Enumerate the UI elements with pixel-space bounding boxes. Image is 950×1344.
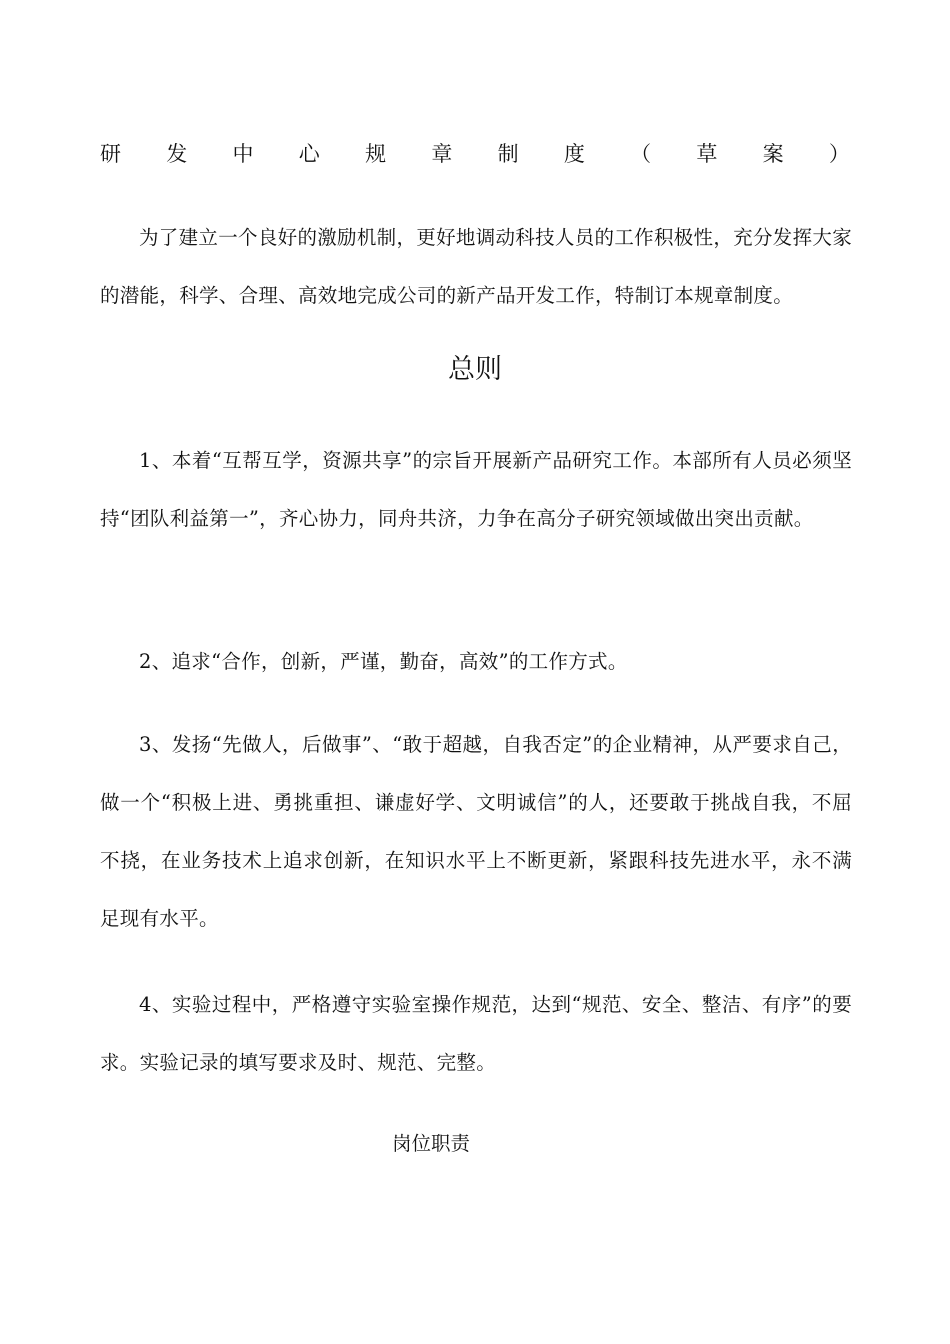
title-char: 研 [100, 142, 121, 166]
rule-item-2: 2、追求“合作，创新，严谨，勤奋，高效”的工作方式。 [139, 650, 628, 673]
rule-item-4: 4、实验过程中，严格遵守实验室操作规范，达到“规范、安全、整洁、有序”的要求。实验记录的填写要求及时、规范、完整。 [100, 993, 852, 1074]
title-char: 度 [563, 142, 585, 166]
title-char: （ [630, 142, 652, 166]
section-heading-general: 总则 [448, 354, 502, 385]
title-char: 中 [232, 142, 254, 166]
title-char: 制 [497, 142, 519, 166]
title-char: 心 [298, 142, 320, 166]
title-char: 发 [166, 142, 188, 166]
intro-paragraph: 为了建立一个良好的激励机制，更好地调动科技人员的工作积极性，充分发挥大家的潜能，科学、合理、高效地完成公司的新产品开发工作，特制订本规章制度。 [100, 226, 852, 307]
section-heading-duties: 岗位职责 [391, 1132, 470, 1155]
title-char: 案 [762, 142, 784, 166]
document-title [100, 136, 850, 172]
title-char: 规 [365, 142, 387, 166]
rule-item-1: 1、本着“互帮互学，资源共享”的宗旨开展新产品研究工作。本部所有人员必须坚持“团队利益第一”，齐心协力，同舟共济，力争在高分子研究领域做出突出贡献。 [100, 449, 852, 530]
rule-item-3: 3、发扬“先做人，后做事”、“敢于超越，自我否定”的企业精神，从严要求自己，做一个“积极上进、勇挑重担、谦虚好学、文明诚信”的人，还要敢于挑战自我，不屈不挠，在业务技术上追求创新，在知识水平上不断更新，紧跟科技先进水平，永不满足现有水平。 [100, 733, 852, 930]
title-char: ） [828, 142, 850, 166]
title-char: 草 [696, 142, 718, 166]
title-char: 章 [431, 142, 453, 166]
